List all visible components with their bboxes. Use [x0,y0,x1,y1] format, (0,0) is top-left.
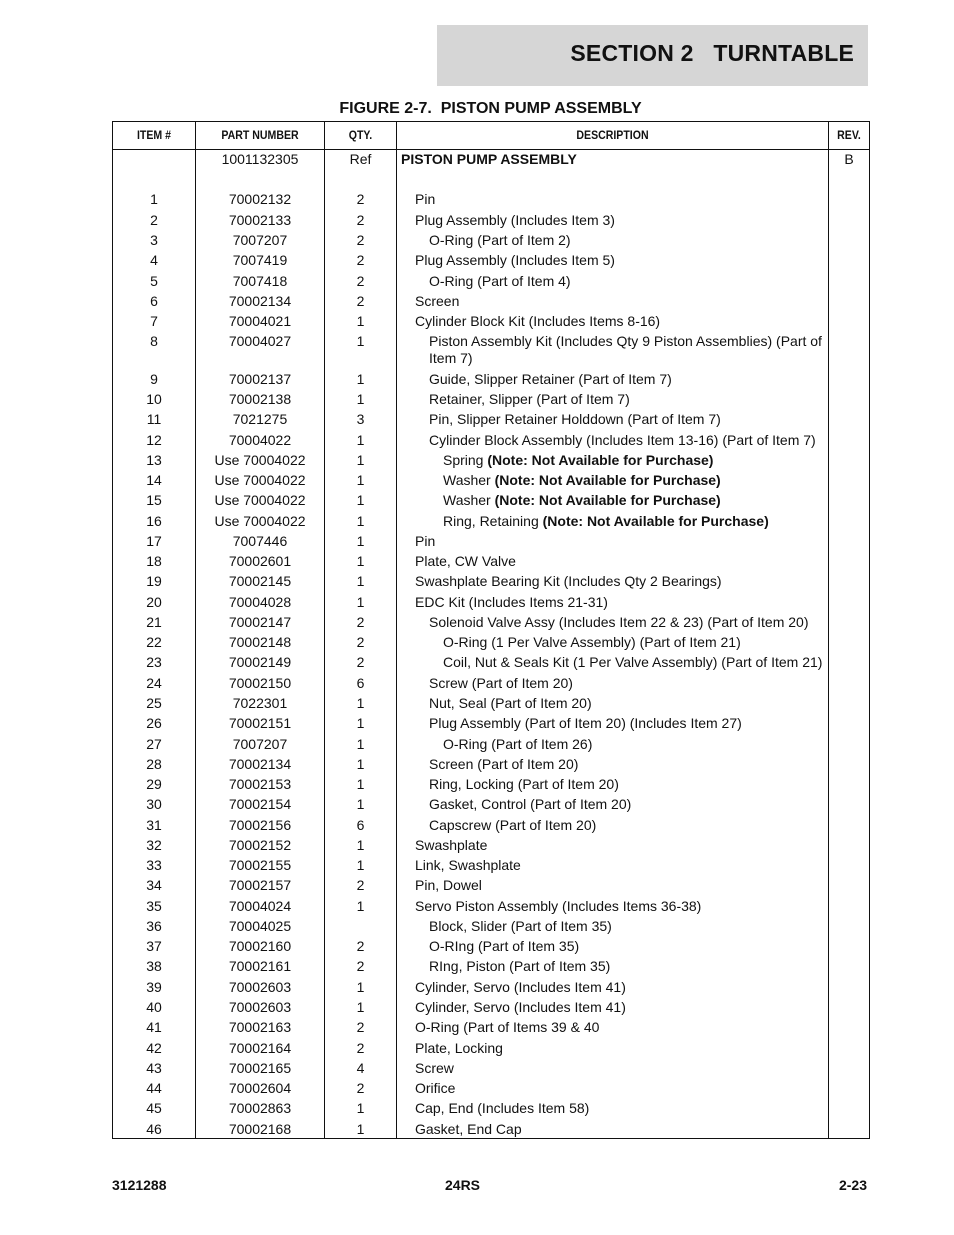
column-divider [828,122,829,1138]
item-number: 2 [150,212,158,228]
item-number: 30 [146,796,162,812]
item-number: 9 [150,371,158,387]
description [401,675,826,692]
description-text: PISTON PUMP ASSEMBLY [401,151,577,167]
description-text: O-RIng (Part of Item 35) [429,938,580,954]
revision: B [844,151,854,167]
quantity: 2 [356,1040,365,1056]
item-number: 10 [146,391,162,407]
description-text: Guide, Slipper Retainer (Part of Item 7) [429,371,672,387]
description [401,452,826,469]
item-number: 3 [150,232,158,248]
description [401,533,826,550]
quantity: 1 [356,452,365,468]
footer-page-number: 2-23 [838,1177,867,1193]
description-text: Nut, Seal (Part of Item 20) [429,695,592,711]
item-number: 32 [146,837,162,853]
item-number: 23 [146,654,162,670]
part-number: 70002157 [228,877,292,893]
quantity: 1 [356,756,365,772]
quantity: 1 [356,533,365,549]
description-text: Washer [443,492,495,508]
quantity: 2 [356,191,365,207]
description [401,1080,826,1097]
part-number: 1001132305 [221,151,299,167]
description [401,898,826,915]
quantity: 1 [356,796,365,812]
description-text: RIng, Piston (Part of Item 35) [429,958,611,974]
part-number: 7007446 [232,533,288,549]
quantity: 1 [356,776,365,792]
description-text: O-Ring (Part of Items 39 & 40 [415,1019,600,1035]
availability-note: (Note: Not Available for Purchase) [487,452,714,468]
description [401,776,826,793]
description-text: Pin, Dowel [415,877,482,893]
item-number: 37 [146,938,162,954]
description [401,634,826,651]
part-number: 70002152 [228,837,292,853]
part-number: 70002149 [228,654,292,670]
column-divider [396,122,397,1138]
description [401,817,826,834]
availability-note: (Note: Not Available for Purchase) [542,513,769,529]
section-title: SECTION 2 TURNTABLE [570,40,854,66]
part-number: 70002163 [228,1019,292,1035]
description [401,857,826,874]
description-text: Screw (Part of Item 20) [429,675,573,691]
part-number: Use 70004022 [214,492,306,508]
description-text: Block, Slider (Part of Item 35) [429,918,612,934]
description [401,513,826,530]
item-number: 45 [146,1100,162,1116]
item-number: 13 [146,452,162,468]
footer-doc-number: 3121288 [112,1177,167,1193]
column-header-qty: QTY. [348,128,373,142]
quantity: 1 [356,333,365,349]
description [401,594,826,611]
item-number: 34 [146,877,162,893]
quantity: 1 [356,715,365,731]
description [401,411,826,428]
quantity: 2 [356,232,365,248]
quantity: 2 [356,212,365,228]
description [401,273,826,290]
description [401,313,826,330]
quantity: 2 [356,273,365,289]
description-text: Capscrew (Part of Item 20) [429,817,597,833]
item-number: 7 [150,313,158,329]
part-number: 70002150 [228,675,292,691]
quantity: 2 [356,654,365,670]
quantity: 6 [356,817,365,833]
part-number: 70002133 [228,212,292,228]
description [401,151,826,168]
quantity: 6 [356,675,365,691]
description-text: Pin [415,191,436,207]
item-number: 44 [146,1080,162,1096]
column-header-item: ITEM # [136,128,172,142]
quantity: 1 [356,432,365,448]
quantity: 1 [356,391,365,407]
quantity: 1 [356,594,365,610]
part-number: 70002134 [228,293,292,309]
item-number: 11 [146,411,162,427]
description-text: Pin [415,533,436,549]
item-number: 29 [146,776,162,792]
description-text: Link, Swashplate [415,857,521,873]
description-text: O-Ring (Part of Item 4) [429,273,571,289]
description-text: Screen (Part of Item 20) [429,756,579,772]
quantity: 2 [356,252,365,268]
description-text: Plug Assembly (Includes Item 5) [415,252,615,268]
item-number: 18 [146,553,162,569]
quantity: 1 [356,573,365,589]
part-number: 70004021 [228,313,292,329]
description-text: Gasket, Control (Part of Item 20) [429,796,632,812]
description-text: Coil, Nut & Seals Kit (1 Per Valve Assembly) (Part of Item 21) [443,654,823,670]
description-text: Orifice [415,1080,456,1096]
description-text: O-Ring (Part of Item 26) [443,736,593,752]
part-number: 70004028 [228,594,292,610]
item-number: 46 [146,1121,162,1137]
description [401,472,826,489]
part-number: 70002147 [228,614,292,630]
description-text: Cap, End (Includes Item 58) [415,1100,590,1116]
description [401,371,826,388]
part-number: 70002145 [228,573,292,589]
description [401,999,826,1016]
part-number: 70002148 [228,634,292,650]
description-text: Cylinder Block Kit (Includes Items 8-16) [415,313,661,329]
part-number: 70002603 [228,979,292,995]
parts-table [112,121,870,1139]
description-text: Plate, CW Valve [415,553,516,569]
quantity: 1 [356,472,365,488]
quantity: 1 [356,371,365,387]
description [401,695,826,712]
part-number: 70002132 [228,191,292,207]
description-text: Retainer, Slipper (Part of Item 7) [429,391,630,407]
item-number: 39 [146,979,162,995]
description [401,212,826,229]
description-text: O-Ring (Part of Item 2) [429,232,571,248]
description-text: Piston Assembly Kit (Includes Qty 9 Piston Assemblies) (Part of Item 7) [429,333,822,366]
description [401,938,826,955]
availability-note: (Note: Not Available for Purchase) [494,472,721,488]
description-text: Plate, Locking [415,1040,503,1056]
item-number: 1 [150,191,158,207]
description-text: Washer [443,472,495,488]
quantity: 1 [356,979,365,995]
part-number: 70002160 [228,938,292,954]
quantity: 1 [356,695,365,711]
item-number: 22 [146,634,162,650]
item-number: 5 [150,273,158,289]
item-number: 31 [146,817,162,833]
description [401,1100,826,1117]
quantity: 2 [356,614,365,630]
description [401,492,826,509]
item-number: 25 [146,695,162,711]
description [401,553,826,570]
description [401,918,826,935]
description [401,191,826,208]
quantity: 2 [356,634,365,650]
item-number: 24 [146,675,162,691]
description [401,1060,826,1077]
part-number: 70002601 [228,553,292,569]
quantity: 1 [356,513,365,529]
description-text: Screw [415,1060,454,1076]
quantity: 1 [356,857,365,873]
description-text: O-Ring (1 Per Valve Assembly) (Part of Item 21) [443,634,741,650]
item-number: 38 [146,958,162,974]
description-text: Solenoid Valve Assy (Includes Item 22 & 23) (Part of Item 20) [429,614,809,630]
description [401,252,826,269]
part-number: 70002137 [228,371,292,387]
quantity: 2 [356,877,365,893]
item-number: 42 [146,1040,162,1056]
item-number: 6 [150,293,158,309]
item-number: 41 [146,1019,162,1035]
part-number: 70002153 [228,776,292,792]
description-text: Swashplate Bearing Kit (Includes Qty 2 Bearings) [415,573,722,589]
description [401,333,826,367]
part-number: 70002138 [228,391,292,407]
description-text: Plug Assembly (Includes Item 3) [415,212,615,228]
part-number: 7022301 [232,695,288,711]
description [401,432,826,449]
footer-model: 24RS [445,1177,481,1193]
part-number: 7007207 [232,232,288,248]
part-number: 70002863 [228,1100,292,1116]
part-number: 70004022 [228,432,292,448]
description-text: Servo Piston Assembly (Includes Items 36-38) [415,898,702,914]
item-number: 12 [146,432,162,448]
quantity: 2 [356,1019,365,1035]
item-number: 15 [146,492,162,508]
description-text: Spring [443,452,488,468]
quantity: 1 [356,736,365,752]
quantity: 2 [356,938,365,954]
description [401,391,826,408]
header-divider [113,149,869,150]
item-number: 21 [146,614,162,630]
part-number: 7007419 [232,252,288,268]
item-number: 20 [146,594,162,610]
quantity: 1 [356,837,365,853]
description [401,877,826,894]
description [401,837,826,854]
part-number: 70002603 [228,999,292,1015]
part-number: 70002168 [228,1121,292,1137]
description-text: Cylinder, Servo (Includes Item 41) [415,979,626,995]
column-header-part-number: PART NUMBER [221,128,299,142]
quantity: 3 [356,411,365,427]
description [401,979,826,996]
quantity: 1 [356,313,365,329]
description [401,756,826,773]
quantity: Ref [349,151,372,167]
section-header-band [437,25,868,86]
item-number: 33 [146,857,162,873]
quantity: 4 [356,1060,365,1076]
description [401,715,826,732]
availability-note: (Note: Not Available for Purchase) [494,492,721,508]
quantity: 1 [356,1121,365,1137]
item-number: 28 [146,756,162,772]
part-number: 70002156 [228,817,292,833]
description [401,796,826,813]
column-header-description: DESCRIPTION [576,128,649,142]
quantity: 1 [356,553,365,569]
item-number: 16 [146,513,162,529]
description-text: Pin, Slipper Retainer Holddown (Part of Item 7) [429,411,721,427]
item-number: 8 [150,333,158,349]
part-number: 70004027 [228,333,292,349]
item-number: 43 [146,1060,162,1076]
part-number: 70002164 [228,1040,292,1056]
description [401,1019,826,1036]
item-number: 36 [146,918,162,934]
part-number: 70002165 [228,1060,292,1076]
part-number: 7007207 [232,736,288,752]
item-number: 14 [146,472,162,488]
description-text: Screen [415,293,460,309]
part-number: 70002151 [228,715,292,731]
description-text: EDC Kit (Includes Items 21-31) [415,594,608,610]
item-number: 35 [146,898,162,914]
item-number: 4 [150,252,158,268]
item-number: 19 [146,573,162,589]
quantity: 1 [356,898,365,914]
part-number: 7021275 [232,411,288,427]
part-number: 7007418 [232,273,288,289]
description [401,1121,826,1138]
description-text: Cylinder Block Assembly (Includes Item 13-16) (Part of Item 7) [429,432,816,448]
part-number: Use 70004022 [214,472,306,488]
part-number: 70002154 [228,796,292,812]
quantity: 1 [356,492,365,508]
column-header-rev: REV. [837,128,861,142]
item-number: 27 [146,736,162,752]
description-text: Gasket, End Cap [415,1121,522,1137]
part-number: 70004024 [228,898,292,914]
part-number: 70002161 [228,958,292,974]
part-number: Use 70004022 [214,513,306,529]
description [401,654,826,671]
quantity: 1 [356,999,365,1015]
description [401,232,826,249]
item-number: 26 [146,715,162,731]
item-number: 40 [146,999,162,1015]
description [401,1040,826,1057]
quantity: 2 [356,958,365,974]
part-number: 70002604 [228,1080,292,1096]
quantity: 1 [356,1100,365,1116]
description [401,573,826,590]
item-number: 17 [146,533,162,549]
description-text: Plug Assembly (Part of Item 20) (Includes Item 27) [429,715,742,731]
description-text: Ring, Retaining [443,513,543,529]
description-text: Ring, Locking (Part of Item 20) [429,776,619,792]
description [401,958,826,975]
part-number: 70002134 [228,756,292,772]
quantity: 2 [356,1080,365,1096]
description [401,736,826,753]
part-number: 70004025 [228,918,292,934]
description-text: Swashplate [415,837,488,853]
part-number: 70002155 [228,857,292,873]
part-number: Use 70004022 [214,452,306,468]
figure-title: FIGURE 2-7. PISTON PUMP ASSEMBLY [339,100,642,117]
description-text: Cylinder, Servo (Includes Item 41) [415,999,626,1015]
description [401,293,826,310]
description [401,614,826,631]
quantity: 2 [356,293,365,309]
